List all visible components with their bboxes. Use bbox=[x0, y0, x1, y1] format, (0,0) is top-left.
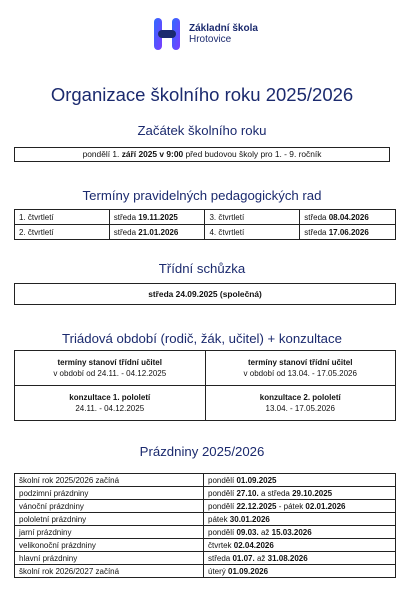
triady-heading: Triádová období (rodič, žák, učitel) + konzultace bbox=[62, 331, 342, 346]
school-logo bbox=[152, 17, 272, 51]
pedrady-table bbox=[14, 209, 396, 240]
schuzka-box: středa 24.09.2025 (společná) bbox=[14, 283, 396, 305]
start-box: pondělí 1. září 2025 v 9:00 před budovou školy pro 1. - 9. ročník bbox=[14, 147, 390, 162]
table-row: školní rok 2026/2027 začíná úterý 01.09.2026 bbox=[15, 565, 396, 578]
pedrady-heading: Termíny pravidelných pedagogických rad bbox=[82, 188, 322, 203]
schuzka-heading: Třídní schůzka bbox=[158, 261, 246, 276]
table-row: velikonoční prázdniny čtvrtek 02.04.2026 bbox=[15, 539, 396, 552]
table-row: 2. čtvrtletí středa 21.01.2026 4. čtvrtletí středa 17.06.2026 bbox=[15, 225, 396, 240]
page-title: Organizace školního roku 2025/2026 bbox=[50, 84, 354, 105]
table-row: jarní prázdniny pondělí 09.03. až 15.03.2026 bbox=[15, 526, 396, 539]
table-row: vánoční prázdniny pondělí 22.12.2025 - pátek 02.01.2026 bbox=[15, 500, 396, 513]
start-heading: Začátek školního roku bbox=[137, 123, 267, 138]
logo-town: Hrotovice bbox=[189, 34, 232, 45]
logo-name: Základní škola bbox=[189, 23, 258, 34]
triady-table bbox=[14, 350, 396, 421]
table-row: 1. čtvrtletí středa 19.11.2025 3. čtvrtletí středa 08.04.2026 bbox=[15, 210, 396, 225]
table-row: pololetní prázdniny pátek 30.01.2026 bbox=[15, 513, 396, 526]
logo-h-icon bbox=[152, 17, 184, 51]
prazdniny-table bbox=[14, 473, 396, 578]
start-date: září 2025 v 9:00 bbox=[121, 149, 184, 159]
prazdniny-heading: Prázdniny 2025/2026 bbox=[139, 444, 265, 459]
table-row: školní rok 2025/2026 začíná pondělí 01.09.2025 bbox=[15, 474, 396, 487]
table-row: termíny stanoví třídní učitel v období od 24.11. - 04.12.2025 termíny stanoví třídní učitel v období od 13.04. - 17.05.2026 bbox=[15, 351, 396, 386]
table-row: podzimní prázdniny pondělí 27.10. a středa 29.10.2025 bbox=[15, 487, 396, 500]
table-row: konzultace 1. pololetí 24.11. - 04.12.2025 konzultace 2. pololetí 13.04. - 17.05.2026 bbox=[15, 386, 396, 421]
table-row: hlavní prázdniny středa 01.07. až 31.08.2026 bbox=[15, 552, 396, 565]
